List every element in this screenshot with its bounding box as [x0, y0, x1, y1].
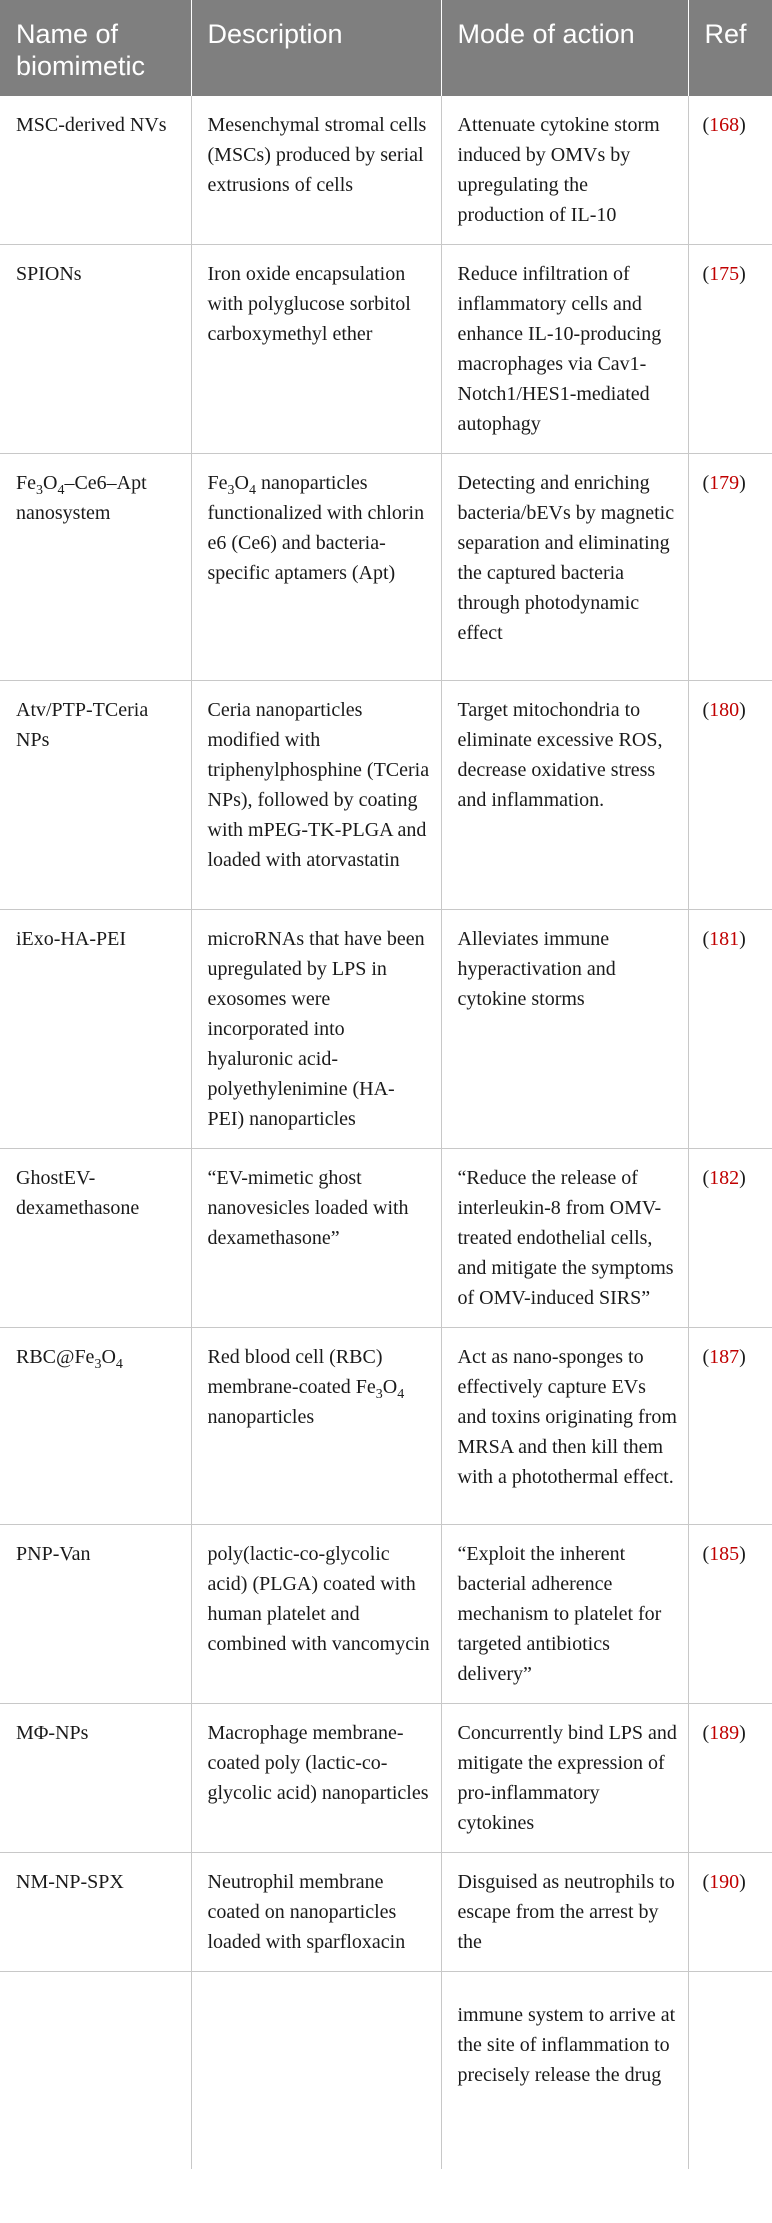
- cell-mode: immune system to arrive at the site of inflammation to precisely release the drug: [441, 1972, 688, 2169]
- cell-description: Ceria nanoparticles modified with triphenylphosphine (TCeria NPs), followed by coating with mPEG-TK-PLGA and loaded with atorvastatin: [191, 681, 441, 910]
- cell-name: $RBC@Fe_3O_4$: [0, 1328, 191, 1525]
- cell-description: “EV-mimetic ghost nanovesicles loaded with dexamethasone”: [191, 1149, 441, 1328]
- cell-description: microRNAs that have been upregulated by LPS in exosomes were incorporated into hyaluronic acid-polyethylenimine (HA-PEI) nanoparticles: [191, 910, 441, 1149]
- cell-name: Atv/PTP-TCeria NPs: [0, 681, 191, 910]
- table-row: [0, 681, 772, 910]
- table-row: [0, 1853, 772, 1972]
- cell-name: GhostEV-dexamethasone: [0, 1149, 191, 1328]
- table-row: [0, 1149, 772, 1328]
- ref-link[interactable]: 179: [709, 472, 740, 494]
- header-ref: Ref: [688, 0, 772, 96]
- cell-name: PNP-Van: [0, 1525, 191, 1704]
- cell-mode: Detecting and enriching bacteria/bEVs by magnetic separation and eliminating the captured bacteria through photodynamic effect: [441, 454, 688, 681]
- ref-link[interactable]: 180: [709, 699, 740, 721]
- cell-description: Neutrophil membrane coated on nanoparticles loaded with sparfloxacin: [191, 1853, 441, 1972]
- cell-mode: Disguised as neutrophils to escape from the arrest by the: [441, 1853, 688, 1972]
- cell-mode: Act as nano-sponges to effectively capture EVs and toxins originating from MRSA and then kill them with a photothermal effect.: [441, 1328, 688, 1525]
- cell-ref: (179): [688, 454, 772, 681]
- cell-description: poly(lactic-co-glycolic acid) (PLGA) coated with human platelet and combined with vancomycin: [191, 1525, 441, 1704]
- table-row: [0, 1328, 772, 1525]
- cell-mode: “Reduce the release of interleukin-8 from OMV-treated endothelial cells, and mitigate the symptoms of OMV-induced SIRS”: [441, 1149, 688, 1328]
- cell-mode: Reduce infiltration of inflammatory cells and enhance IL-10-producing macrophages via Cav1-Notch1/HES1-mediated autophagy: [441, 245, 688, 454]
- cell-ref: [688, 1972, 772, 2169]
- table-row: [0, 1525, 772, 1704]
- table-row: [0, 245, 772, 454]
- table-body: [0, 96, 772, 2169]
- cell-ref: (168): [688, 96, 772, 245]
- cell-ref: (181): [688, 910, 772, 1149]
- ref-link[interactable]: 185: [709, 1543, 740, 1565]
- ref-link[interactable]: 189: [709, 1722, 740, 1744]
- cell-ref: (187): [688, 1328, 772, 1525]
- table-row: [0, 454, 772, 681]
- cell-description: Iron oxide encapsulation with polyglucose sorbitol carboxymethyl ether: [191, 245, 441, 454]
- cell-name: MΦ-NPs: [0, 1704, 191, 1853]
- cell-mode: Alleviates immune hyperactivation and cytokine storms: [441, 910, 688, 1149]
- cell-mode: Concurrently bind LPS and mitigate the expression of pro-inflammatory cytokines: [441, 1704, 688, 1853]
- cell-mode: Target mitochondria to eliminate excessive ROS, decrease oxidative stress and inflammation.: [441, 681, 688, 910]
- table-row: [0, 910, 772, 1149]
- cell-ref: (182): [688, 1149, 772, 1328]
- cell-mode: Attenuate cytokine storm induced by OMVs by upregulating the production of IL-10: [441, 96, 688, 245]
- header-description: Description: [191, 0, 441, 96]
- cell-name: SPIONs: [0, 245, 191, 454]
- cell-ref: (180): [688, 681, 772, 910]
- cell-description: [191, 1972, 441, 2169]
- cell-name: MSC-derived NVs: [0, 96, 191, 245]
- cell-description: Macrophage membrane-coated poly (lactic-co-glycolic acid) nanoparticles: [191, 1704, 441, 1853]
- table-row: [0, 1704, 772, 1853]
- cell-description: Mesenchymal stromal cells (MSCs) produced by serial extrusions of cells: [191, 96, 441, 245]
- header-name: Name of biomimetic: [0, 0, 191, 96]
- cell-description: Red blood cell (RBC) membrane-coated $Fe_3O_4$ nanoparticles: [191, 1328, 441, 1525]
- table-row-continuation: [0, 1972, 772, 2169]
- cell-name: NM-NP-SPX: [0, 1853, 191, 1972]
- header-mode-of-action: Mode of action: [441, 0, 688, 96]
- cell-name: $Fe_3O_4-Ce6$–Apt nanosystem: [0, 454, 191, 681]
- cell-description: $Fe_3O_4$ nanoparticles functionalized with chlorin e6 (Ce6) and bacteria-specific aptamers (Apt): [191, 454, 441, 681]
- ref-link[interactable]: 187: [709, 1346, 740, 1368]
- header-row: [0, 0, 772, 96]
- ref-link[interactable]: 175: [709, 263, 740, 285]
- cell-ref: (185): [688, 1525, 772, 1704]
- cell-name: iExo-HA-PEI: [0, 910, 191, 1149]
- table-row: [0, 96, 772, 245]
- cell-name: [0, 1972, 191, 2169]
- table-header: [0, 0, 772, 96]
- cell-ref: (190): [688, 1853, 772, 1972]
- ref-link[interactable]: 168: [709, 114, 740, 136]
- ref-link[interactable]: 190: [709, 1871, 740, 1893]
- cell-ref: (189): [688, 1704, 772, 1853]
- cell-mode: “Exploit the inherent bacterial adherence mechanism to platelet for targeted antibiotics delivery”: [441, 1525, 688, 1704]
- ref-link[interactable]: 181: [709, 928, 740, 950]
- cell-ref: (175): [688, 245, 772, 454]
- ref-link[interactable]: 182: [709, 1167, 740, 1189]
